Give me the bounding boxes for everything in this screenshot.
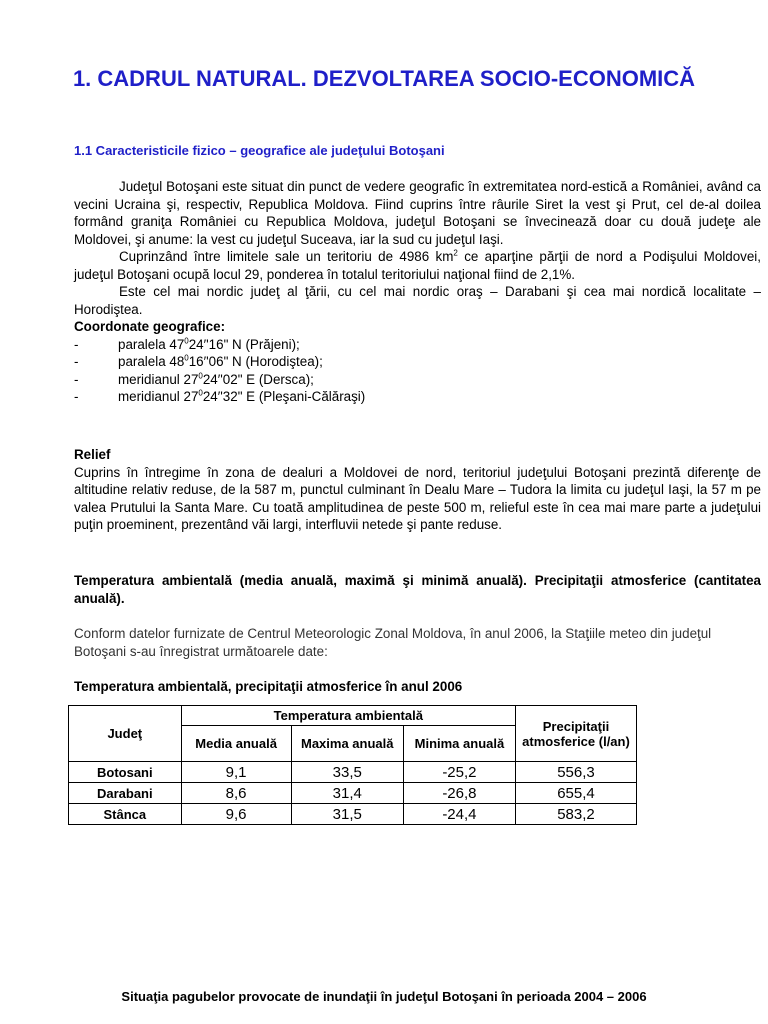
cell-judet: Stânca (69, 804, 182, 825)
table-row (69, 804, 637, 825)
header-judet: Judeţ (69, 706, 182, 762)
cell-precip: 583,2 (515, 804, 636, 825)
table-row (69, 762, 637, 783)
list-item: - paralela $47^024''16$" N (Prăjeni); (74, 336, 300, 352)
table-row (69, 783, 637, 804)
cell-judet: Botosani (69, 762, 182, 783)
cell-maxima: 33,5 (291, 762, 403, 783)
cell-maxima: 31,4 (291, 783, 403, 804)
temperature-section (74, 572, 761, 607)
header-maxima: Maxima anuală (291, 726, 403, 762)
cell-maxima: 31,5 (291, 804, 403, 825)
list-item: - meridianul $27^024''32$" E (Pleşani-Călăraşi) (74, 388, 366, 404)
cell-media: 9,6 (181, 804, 291, 825)
cell-precip: 556,3 (515, 762, 636, 783)
temperature-heading: Temperatura ambientală (media anuală, maximă şi minimă anuală). Precipitaţii atmosferice (cantitatea anuală). (74, 573, 761, 606)
cell-media: 9,1 (181, 762, 291, 783)
relief-heading: Relief (74, 447, 111, 462)
intro-paragraph-northern: Este cel mai nordic judeţ al ţării, cu cel mai nordic oraş – Darabani şi cea mai nordică localitate – Horodiştea. (74, 284, 761, 317)
cell-media: 8,6 (181, 783, 291, 804)
cell-minima: -24,4 (403, 804, 515, 825)
list-item: - paralela $48^016''06$" N (Horodiştea); (74, 353, 323, 369)
header-media: Media anuală (181, 726, 291, 762)
header-minima: Minima anuală (403, 726, 515, 762)
coordinates-list (74, 336, 761, 406)
header-temperature-group: Temperatura ambientală (181, 706, 515, 726)
table-caption: Temperatura ambientală, precipitaţii atmosferice în anul 2006 (74, 679, 463, 694)
coordinates-heading: Coordonate geografice: (74, 319, 226, 334)
intro-paragraph-area: Cuprinzând între limitele sale un teritoriu de 4986 $km^2$ ce aparţine părţii de nord a Podişului Moldovei, judeţul Botoşani ocupă locul 29, ponderea în totalul teritoriului naţional fiind de 2,1%. (74, 248, 761, 282)
cell-judet: Darabani (69, 783, 182, 804)
intro-section (74, 178, 761, 406)
temperature-table (68, 705, 637, 825)
header-precipitation: Precipitaţii atmosferice (l/an) (515, 706, 636, 762)
relief-section (74, 446, 761, 534)
meteo-section (74, 625, 761, 660)
footer-heading: Situaţia pagubelor provocate de inundaţii în judeţul Botoşani în perioada 2004 – 2006 (121, 989, 647, 1004)
cell-precip: 655,4 (515, 783, 636, 804)
intro-paragraph-location: Judeţul Botoşani este situat din punct de vedere geografic în extremitatea nord-estică a României, având ca vecini Ucraina şi, respectiv, Republica Moldova. Fiind cuprins între râurile Siret la vest şi Prut, cel de-al doilea formând graniţa României cu Republica Moldova, judeţul Botoşani se învecinează doar cu două judeţe ale Moldovei, şi anume: la vest cu judeţul Suceava, iar la sud cu judeţul Iaşi. (74, 179, 761, 247)
meteo-paragraph: Conform datelor furnizate de Centrul Meteorologic Zonal Moldova, în anul 2006, la Staţiile meteo din judeţul Botoşani s-au înregistrat următoarele date: (74, 626, 712, 659)
cell-minima: -26,8 (403, 783, 515, 804)
section-heading: 1.1 Caracteristicile fizico – geografice ale judeţului Botoşani (74, 143, 445, 158)
list-item: - meridianul $27^024''02$" E (Dersca); (74, 371, 314, 387)
cell-minima: -25,2 (403, 762, 515, 783)
page-title: 1. CADRUL NATURAL. DEZVOLTAREA SOCIO-ECONOMICĂ (72, 66, 696, 91)
relief-paragraph: Cuprins în întregime în zona de dealuri a Moldovei de nord, teritoriul judeţului Botoşani prezintă diferenţe de altitudine relativ reduse, de la 587 m, punctul culminant în Dealu Mare – Tudora la limita cu judeţul Iaşi, la 57 m pe valea Prutului la Santa Mare. Cu toată amplitudinea de peste 500 m, relieful este în cea mai mare parte a judeţului puţin proeminent, prezentând văi largi, interfluvii netede şi pante reduse. (74, 464, 761, 532)
